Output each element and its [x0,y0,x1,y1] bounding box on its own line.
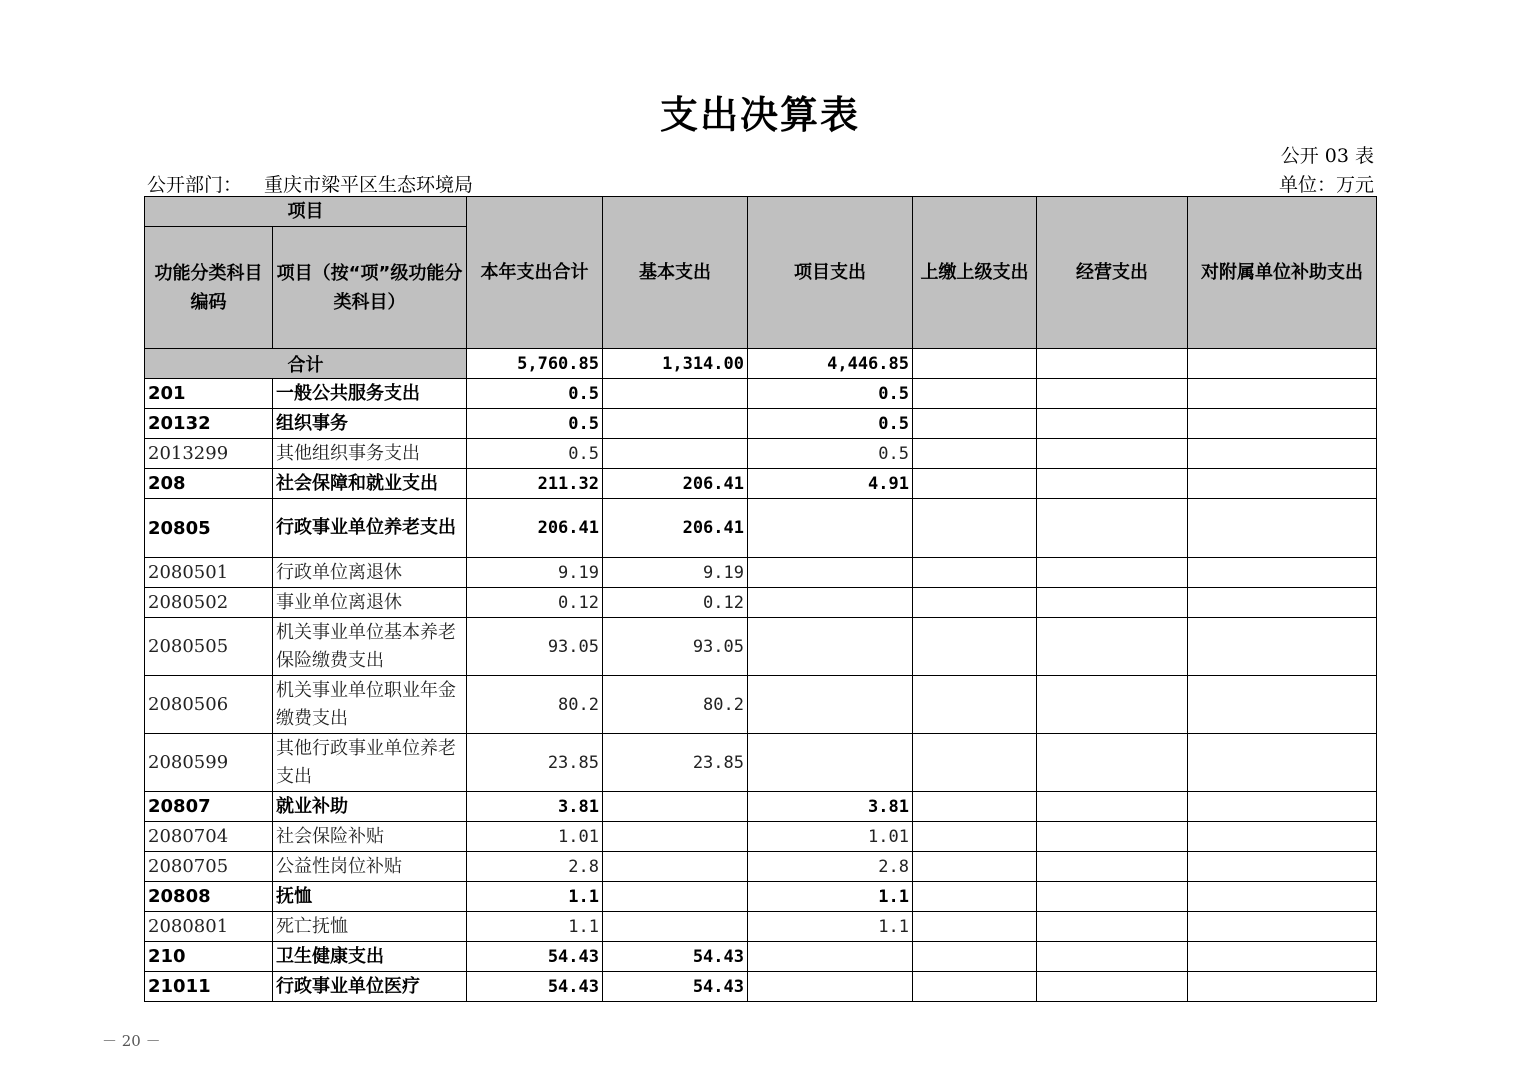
header-total: 本年支出合计 [467,197,603,349]
cell-basic: 206.41 [603,499,748,558]
cell-code: 21011 [145,972,273,1002]
header-business: 经营支出 [1037,197,1188,349]
cell-basic [603,379,748,409]
cell-project [748,942,913,972]
cell-name: 其他行政事业单位养老支出 [273,734,467,792]
cell-project: 1.01 [748,822,913,852]
header-subsidy: 对附属单位补助支出 [1188,197,1377,349]
cell-upper [913,972,1037,1002]
cell-business [1037,558,1188,588]
cell-total: 23.85 [467,734,603,792]
cell-code: 20132 [145,409,273,439]
cell-name: 抚恤 [273,882,467,912]
header-basic: 基本支出 [603,197,748,349]
cell-name: 行政事业单位养老支出 [273,499,467,558]
cell-code: 208 [145,469,273,499]
cell-basic [603,882,748,912]
cell-basic: 206.41 [603,469,748,499]
cell-total: 1.01 [467,822,603,852]
cell-upper [913,499,1037,558]
cell-code: 20805 [145,499,273,558]
cell-basic: 0.12 [603,588,748,618]
cell-total: 9.19 [467,558,603,588]
table-row [145,912,1377,942]
table-row [145,676,1377,734]
cell-name: 机关事业单位基本养老保险缴费支出 [273,618,467,676]
cell-upper [913,852,1037,882]
cell-name: 卫生健康支出 [273,942,467,972]
cell-business [1037,912,1188,942]
cell-upper [913,882,1037,912]
cell-business [1037,882,1188,912]
cell-business [1037,588,1188,618]
header-project-expense: 项目支出 [748,197,913,349]
cell-business [1037,499,1188,558]
cell-upper [913,469,1037,499]
cell-total: 206.41 [467,499,603,558]
table-row [145,852,1377,882]
cell-business [1037,618,1188,676]
cell-code: 2080506 [145,676,273,734]
cell-upper [913,912,1037,942]
cell-code: 201 [145,379,273,409]
cell-total: 93.05 [467,618,603,676]
cell-upper [913,558,1037,588]
cell-upper [913,676,1037,734]
cell-subsidy [1188,439,1377,469]
department-label: 公开部门： [147,174,243,196]
department-value: 重庆市梁平区生态环境局 [264,174,474,196]
cell-basic: 80.2 [603,676,748,734]
cell-total: 0.12 [467,588,603,618]
cell-upper [913,409,1037,439]
cell-project: 2.8 [748,852,913,882]
cell-project: 1.1 [748,882,913,912]
table-row [145,734,1377,792]
total-business [1037,349,1188,379]
cell-upper [913,822,1037,852]
cell-business [1037,439,1188,469]
table-row [145,469,1377,499]
cell-project: 0.5 [748,379,913,409]
table-row [145,792,1377,822]
cell-business [1037,852,1188,882]
cell-total: 0.5 [467,379,603,409]
cell-project [748,734,913,792]
cell-project: 0.5 [748,409,913,439]
cell-name: 组织事务 [273,409,467,439]
cell-subsidy [1188,558,1377,588]
cell-name: 行政事业单位医疗 [273,972,467,1002]
cell-total: 54.43 [467,972,603,1002]
cell-subsidy [1188,942,1377,972]
cell-upper [913,792,1037,822]
cell-subsidy [1188,882,1377,912]
cell-basic [603,439,748,469]
cell-basic [603,912,748,942]
unit-label: 单位：万元 [1278,174,1374,196]
cell-name: 社会保险补贴 [273,822,467,852]
table-row [145,882,1377,912]
cell-name: 社会保障和就业支出 [273,469,467,499]
cell-total: 54.43 [467,942,603,972]
total-amount: 5,760.85 [467,349,603,379]
cell-code: 2080705 [145,852,273,882]
page-title: 支出决算表 [659,93,860,137]
cell-code: 20808 [145,882,273,912]
table-row [145,588,1377,618]
table-row [145,379,1377,409]
cell-total: 0.5 [467,409,603,439]
cell-project: 3.81 [748,792,913,822]
cell-total: 0.5 [467,439,603,469]
cell-code: 2080502 [145,588,273,618]
cell-total: 80.2 [467,676,603,734]
cell-code: 2080704 [145,822,273,852]
cell-subsidy [1188,469,1377,499]
cell-name: 机关事业单位职业年金缴费支出 [273,676,467,734]
cell-upper [913,439,1037,469]
cell-business [1037,972,1188,1002]
cell-business [1037,734,1188,792]
cell-subsidy [1188,676,1377,734]
cell-project [748,618,913,676]
cell-name: 事业单位离退休 [273,588,467,618]
cell-basic: 93.05 [603,618,748,676]
expenditure-table [144,196,1377,1002]
cell-subsidy [1188,822,1377,852]
cell-code: 2080501 [145,558,273,588]
cell-project [748,972,913,1002]
total-basic: 1,314.00 [603,349,748,379]
cell-name: 死亡抚恤 [273,912,467,942]
cell-name: 一般公共服务支出 [273,379,467,409]
page-number: － 20 － [102,1032,161,1050]
cell-basic: 54.43 [603,972,748,1002]
cell-name: 公益性岗位补贴 [273,852,467,882]
table-body [145,349,1377,1002]
cell-project [748,499,913,558]
cell-total: 1.1 [467,912,603,942]
cell-code: 2080599 [145,734,273,792]
table-row [145,822,1377,852]
cell-total: 1.1 [467,882,603,912]
table-row [145,972,1377,1002]
department-line [147,170,473,197]
total-row [145,349,1377,379]
cell-project: 4.91 [748,469,913,499]
header-name: 项目（按“项”级功能分类科目） [273,227,467,349]
cell-business [1037,469,1188,499]
cell-business [1037,676,1188,734]
cell-basic [603,822,748,852]
cell-subsidy [1188,734,1377,792]
cell-subsidy [1188,618,1377,676]
total-project: 4,446.85 [748,349,913,379]
header-code: 功能分类科目编码 [145,227,273,349]
cell-total: 2.8 [467,852,603,882]
table-row [145,499,1377,558]
table-row [145,409,1377,439]
table-row [145,942,1377,972]
table-row [145,439,1377,469]
header-upper: 上缴上级支出 [913,197,1037,349]
cell-project [748,588,913,618]
cell-upper [913,588,1037,618]
total-label: 合计 [145,349,467,379]
cell-subsidy [1188,379,1377,409]
cell-upper [913,618,1037,676]
cell-business [1037,409,1188,439]
cell-code: 2080801 [145,912,273,942]
table-row [145,618,1377,676]
cell-subsidy [1188,499,1377,558]
cell-project [748,558,913,588]
total-subsidy [1188,349,1377,379]
cell-project [748,676,913,734]
cell-name: 其他组织事务支出 [273,439,467,469]
cell-upper [913,942,1037,972]
cell-business [1037,379,1188,409]
cell-business [1037,942,1188,972]
cell-project: 1.1 [748,912,913,942]
cell-upper [913,379,1037,409]
table-row [145,558,1377,588]
cell-code: 2013299 [145,439,273,469]
cell-basic [603,852,748,882]
cell-code: 20807 [145,792,273,822]
cell-project: 0.5 [748,439,913,469]
cell-business [1037,792,1188,822]
cell-basic [603,409,748,439]
cell-upper [913,734,1037,792]
cell-subsidy [1188,792,1377,822]
cell-basic: 9.19 [603,558,748,588]
cell-basic [603,792,748,822]
cell-business [1037,822,1188,852]
cell-subsidy [1188,852,1377,882]
table-header [145,197,1377,349]
cell-subsidy [1188,409,1377,439]
cell-name: 就业补助 [273,792,467,822]
header-project: 项目 [145,197,467,227]
cell-total: 211.32 [467,469,603,499]
cell-code: 2080505 [145,618,273,676]
cell-code: 210 [145,942,273,972]
cell-basic: 54.43 [603,942,748,972]
cell-total: 3.81 [467,792,603,822]
form-number: 公开 03 表 [1280,145,1374,167]
cell-basic: 23.85 [603,734,748,792]
cell-name: 行政单位离退休 [273,558,467,588]
cell-subsidy [1188,588,1377,618]
cell-subsidy [1188,972,1377,1002]
cell-subsidy [1188,912,1377,942]
total-upper [913,349,1037,379]
